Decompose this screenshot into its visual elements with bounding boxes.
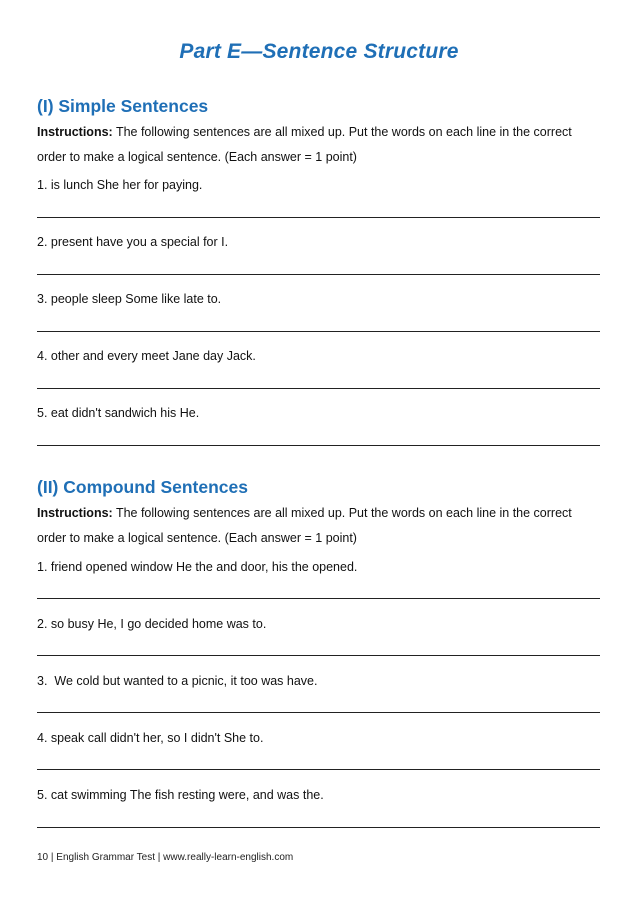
answer-line[interactable] xyxy=(37,827,600,828)
question-item: 1. friend opened window He the and door, his the opened. xyxy=(37,560,358,574)
page-title: Part E—Sentence Structure xyxy=(179,40,459,63)
answer-line[interactable] xyxy=(37,217,600,218)
instructions-label: Instructions: xyxy=(37,125,113,139)
question-item: 3. people sleep Some like late to. xyxy=(37,292,222,306)
instructions-label: Instructions: xyxy=(37,506,113,520)
question-item: 4. speak call didn't her, so I didn't She to. xyxy=(37,731,264,745)
question-item: 5. cat swimming The fish resting were, and was the. xyxy=(37,788,324,802)
answer-line[interactable] xyxy=(37,388,600,389)
answer-line[interactable] xyxy=(37,712,600,713)
answer-line[interactable] xyxy=(37,769,600,770)
instructions-text: The following sentences are all mixed up. Put the words on each line in the correct order to make a logical sentence. (Each answer = 1 point) xyxy=(37,506,572,545)
question-item: 2. present have you a special for I. xyxy=(37,235,229,249)
question-item: 5. eat didn't sandwich his He. xyxy=(37,406,200,420)
question-item: 2. so busy He, I go decided home was to. xyxy=(37,617,267,631)
question-item: 3. We cold but wanted to a picnic, it too was have. xyxy=(37,674,318,688)
section-heading-simple: (I) Simple Sentences xyxy=(37,96,209,116)
answer-line[interactable] xyxy=(37,274,600,275)
answer-line[interactable] xyxy=(37,445,600,446)
question-item: 4. other and every meet Jane day Jack. xyxy=(37,349,256,363)
page-footer: 10 | English Grammar Test | www.really-learn-english.com xyxy=(37,852,294,863)
answer-line[interactable] xyxy=(37,655,600,656)
instructions-text: The following sentences are all mixed up. Put the words on each line in the correct order to make a logical sentence. (Each answer = 1 point) xyxy=(37,125,572,164)
question-item: 1. is lunch She her for paying. xyxy=(37,178,203,192)
instructions-compound xyxy=(37,501,602,551)
answer-line[interactable] xyxy=(37,598,600,599)
instructions-simple xyxy=(37,120,602,170)
section-heading-compound: (II) Compound Sentences xyxy=(37,477,248,497)
answer-line[interactable] xyxy=(37,331,600,332)
